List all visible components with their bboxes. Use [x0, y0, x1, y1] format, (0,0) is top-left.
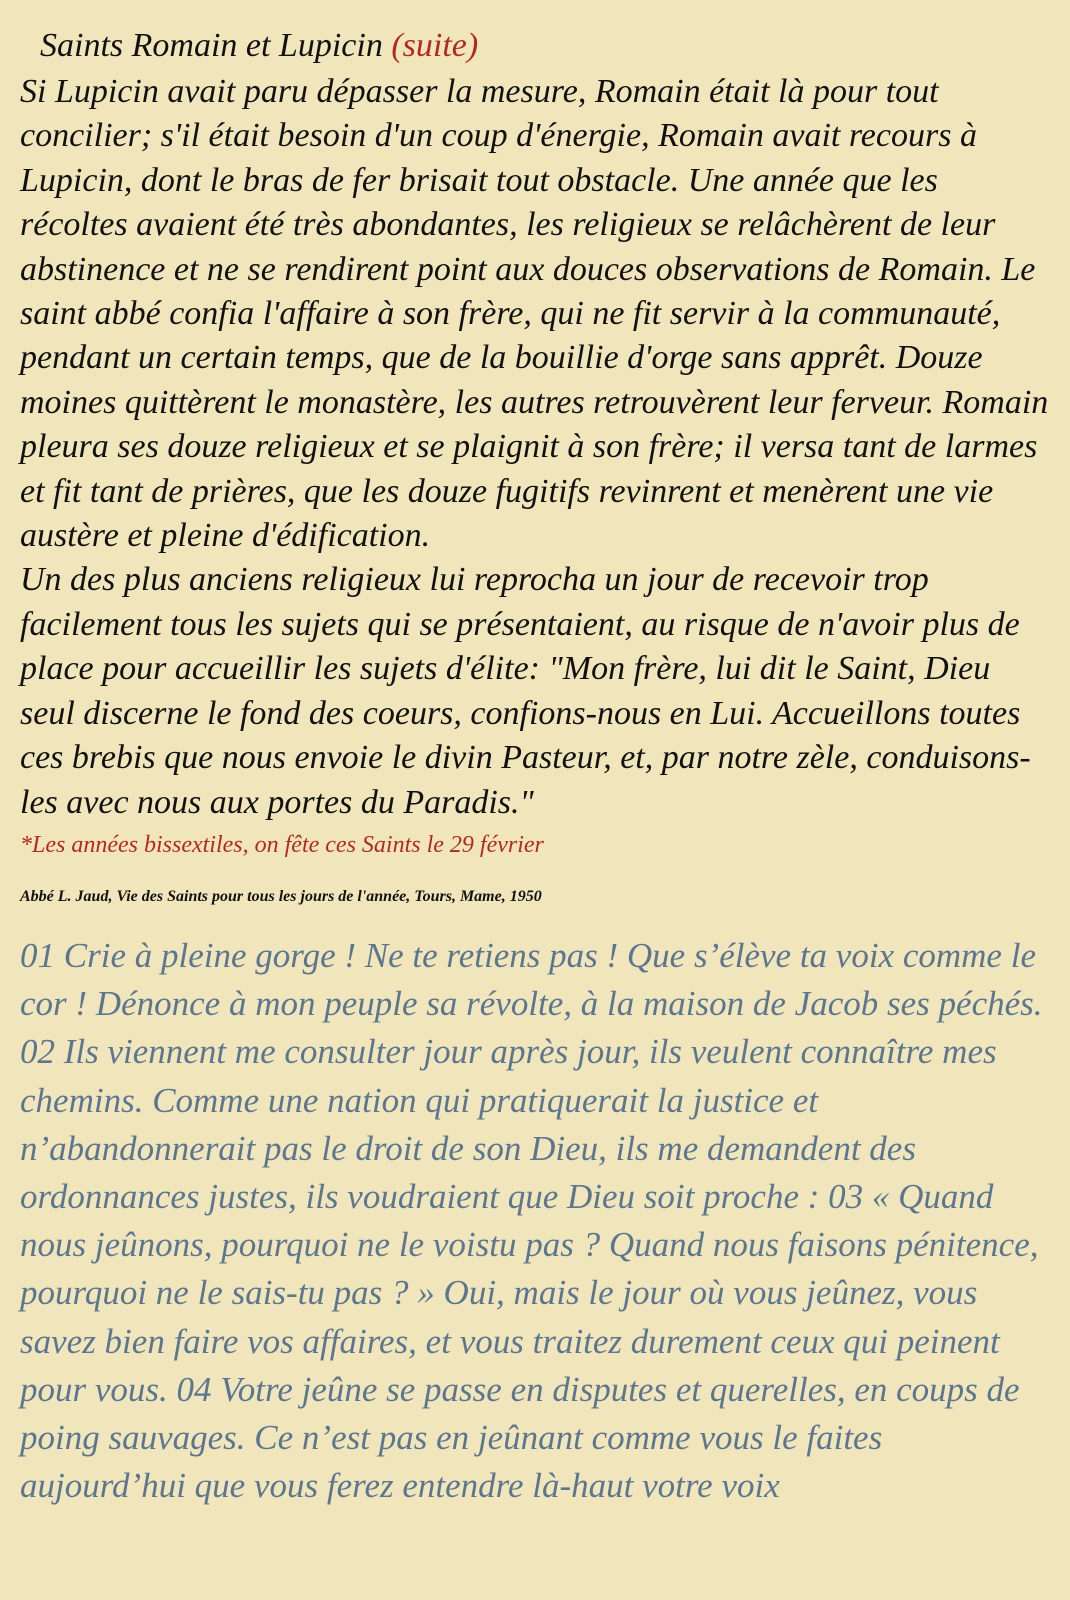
story-paragraph-1: Si Lupicin avait paru dépasser la mesure, Romain était là pour tout concilier; s'il était besoin d'un coup d'énergie, Romain avait recours à Lupicin, dont le bras de fer brisait tout obstacle. Une année que les récoltes avaient été très abondantes, les religieux se relâchèrent de leur abstinence et ne se rendirent point aux douces observations de Romain. Le saint abbé confia l'affaire à son frère, qui ne fit servir à la communauté, pendant un certain temps, que de la bouillie d'orge sans apprêt. Douze moines quittèrent le monastère, les autres retrouvèrent leur ferveur. Romain pleura ses douze religieux et se plaignit à son frère; il versa tant de larmes et fit tant de prières, que les douze fugitifs revinrent et menèrent une vie austère et pleine d'édification. — [20, 73, 1049, 555]
source-citation: Abbé L. Jaud, Vie des Saints pour tous les jours de l'année, Tours, Mame, 1950 — [20, 888, 542, 905]
leap-year-note: *Les années bissextiles, on fête ces Saints le 29 février — [20, 832, 544, 858]
story-paragraph-2: Un des plus anciens religieux lui reprocha un jour de recevoir trop facilement tous les sujets qui se présentaient, au risque de n'avoir plus de place pour accueillir les sujets d'élite: "Mon frère, lui dit le Saint, Dieu seul discerne le fond des coeurs, confions-nous en Lui. Accueillons toutes ces brebis que nous envoie le divin Pasteur, et, par notre zèle, conduisons-les avec nous aux portes du Paradis." — [20, 561, 1031, 821]
page-title — [40, 24, 478, 68]
title-main: Saints Romain et Lupicin — [40, 27, 383, 64]
title-suite: (suite) — [391, 27, 479, 64]
story-text — [20, 70, 1050, 825]
scripture-text: 01 Crie à pleine gorge ! Ne te retiens pas ! Que s’élève ta voix comme le cor ! Dénonce à mon peuple sa révolte, à la maison de Jacob ses péchés. 02 Ils viennent me consulter jour après jour, ils veulent connaître mes chemins. Comme une nation qui pratiquerait la justice et n’abandonnerait pas le droit de son Dieu, ils me demandent des ordonnances justes, ils voudraient que Dieu soit proche : 03 « Quand nous jeûnons, pourquoi ne le voistu pas ? Quand nous faisons pénitence, pourquoi ne le sais-tu pas ? » Oui, mais le jour où vous jeûnez, vous savez bien faire vos affaires, et vous traitez durement ceux qui peinent pour vous. 04 Votre jeûne se passe en disputes et querelles, en coups de poing sauvages. Ce n’est pas en jeûnant comme vous le faites aujourd’hui que vous ferez entendre là-haut votre voix — [20, 936, 1043, 1506]
